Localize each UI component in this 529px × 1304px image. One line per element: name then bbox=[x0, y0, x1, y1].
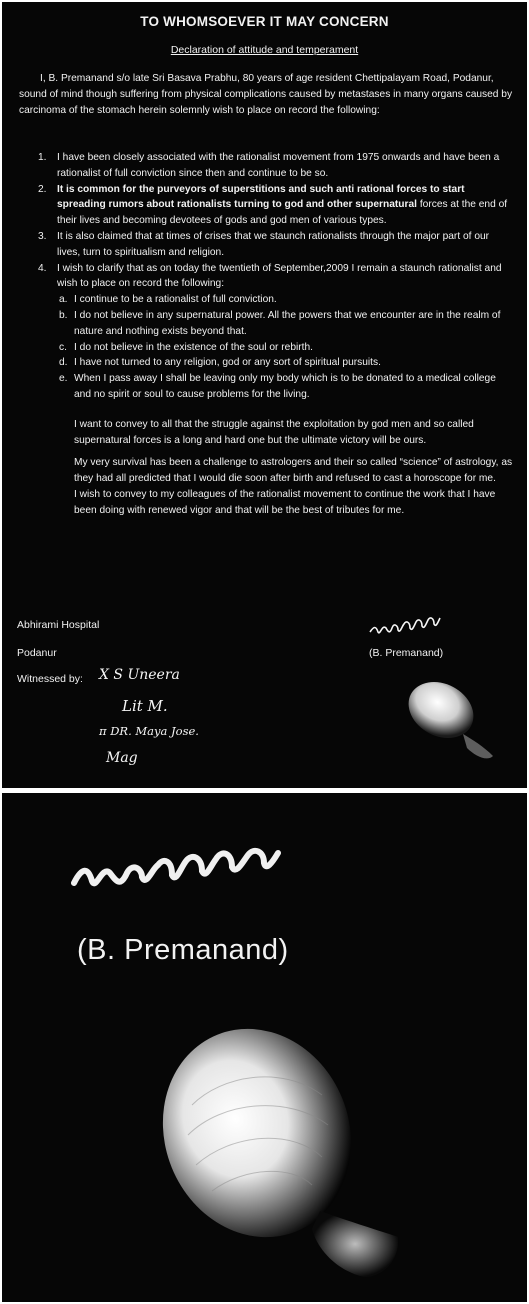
witness-signature: π DR. Maya Jose. bbox=[99, 724, 199, 738]
document-title: TO WHOMSOEVER IT MAY CONCERN bbox=[140, 14, 389, 29]
item-text: forces at the end of their lives and becoming devotees of gods and god men of various types. bbox=[57, 199, 508, 227]
item-number: 2. bbox=[38, 183, 47, 195]
sub-item-letter: b. bbox=[59, 309, 68, 321]
intro-paragraph: I, B. Premanand s/o late Sri Basava Prabhu, 80 years of age resident Chettipalayam Road, Podanur, sound of mind though suffering from physical complications caused by metastases in many organs caused by carcinoma of the stomach herein solemnly wish to place on record the following: bbox=[19, 73, 513, 116]
item-number: 3. bbox=[38, 230, 47, 242]
document-subtitle: Declaration of attitude and temperament bbox=[170, 44, 359, 56]
list-item bbox=[19, 229, 513, 261]
zoomed-signature-panel bbox=[2, 793, 527, 1302]
list-item bbox=[19, 182, 513, 229]
declaration-page bbox=[2, 2, 527, 788]
sub-item-text: I do not believe in the existence of the soul or rebirth. bbox=[74, 341, 313, 353]
item-text: I wish to clarify that as on today the twentieth of September,2009 I remain a staunch rationalist and wish to place on record the following: bbox=[57, 262, 502, 290]
sub-item-text: I do not believe in any supernatural power. All the powers that we encounter are in the realm of nature and nothing exists beyond that. bbox=[74, 309, 501, 337]
sub-item-text: I have not turned to any religion, god or any sort of spiritual pursuits. bbox=[74, 357, 381, 369]
list-item bbox=[19, 150, 513, 182]
witness-signature: Mag bbox=[106, 750, 138, 766]
sub-item-letter: e. bbox=[59, 373, 68, 385]
sub-list-item bbox=[19, 308, 513, 340]
closing-paragraph: I want to convey to all that the struggle against the exploitation by god men and so called supernatural forces is a long and hard one but the ultimate victory will be ours. bbox=[74, 418, 474, 446]
sub-item-text: When I pass away I shall be leaving only my body which is to be donated to a medical college and no spirit or soul to cause problems for the living. bbox=[74, 373, 496, 400]
witness-signature: X S Uneera bbox=[99, 667, 180, 683]
witnessed-by-label: Witnessed by: bbox=[17, 673, 83, 685]
sub-item-text: I continue to be a rationalist of full conviction. bbox=[74, 294, 277, 306]
witness-signature: Lit M. bbox=[122, 697, 168, 715]
sub-list-item bbox=[19, 355, 513, 371]
list-item bbox=[19, 261, 513, 293]
item-text: I have been closely associated with the rationalist movement from 1975 onwards and have been a rationalist of full conviction since then and continue to be so. bbox=[57, 152, 500, 179]
item-number: 1. bbox=[38, 152, 47, 163]
sub-item-letter: d. bbox=[59, 357, 68, 369]
declaration-list bbox=[19, 150, 513, 519]
thumbprint-image bbox=[397, 672, 509, 764]
item-bold-text: It is common for the purveyors of superstitions and such anti rational forces to start spreading rumors about rationalists turning to god and other supernatural bbox=[57, 183, 465, 211]
hospital-location: Podanur bbox=[17, 647, 57, 659]
signature-scrawl-zoomed bbox=[70, 845, 290, 900]
sub-item-letter: c. bbox=[59, 341, 67, 353]
sub-item-letter: a. bbox=[59, 294, 68, 306]
closing-paragraph: My very survival has been a challenge to astrologers and their so called “science” of astrology, as they had all predicted that I would die soon after birth and refused to cast a horoscope for me. bbox=[74, 457, 513, 485]
signatory-name: (B. Premanand) bbox=[369, 647, 444, 659]
item-text: It is also claimed that at times of crises that we staunch rationalists through the major part of our lives, turn to spiritualism and religion. bbox=[57, 230, 490, 258]
sub-list-item bbox=[19, 371, 513, 403]
signature-scrawl bbox=[368, 614, 444, 640]
hospital-name: Abhirami Hospital bbox=[17, 619, 100, 631]
thumbprint-image-zoomed bbox=[152, 1015, 422, 1285]
sub-list-item bbox=[19, 340, 513, 356]
signatory-name-zoomed: (B. Premanand) bbox=[77, 934, 289, 966]
item-number: 4. bbox=[38, 262, 47, 274]
closing-paragraph: I wish to convey to my colleagues of the rationalist movement to continue the work that I have been doing with renewed vigor and that will be the best of tributes for me. bbox=[74, 488, 496, 516]
sub-list-item bbox=[19, 292, 513, 308]
